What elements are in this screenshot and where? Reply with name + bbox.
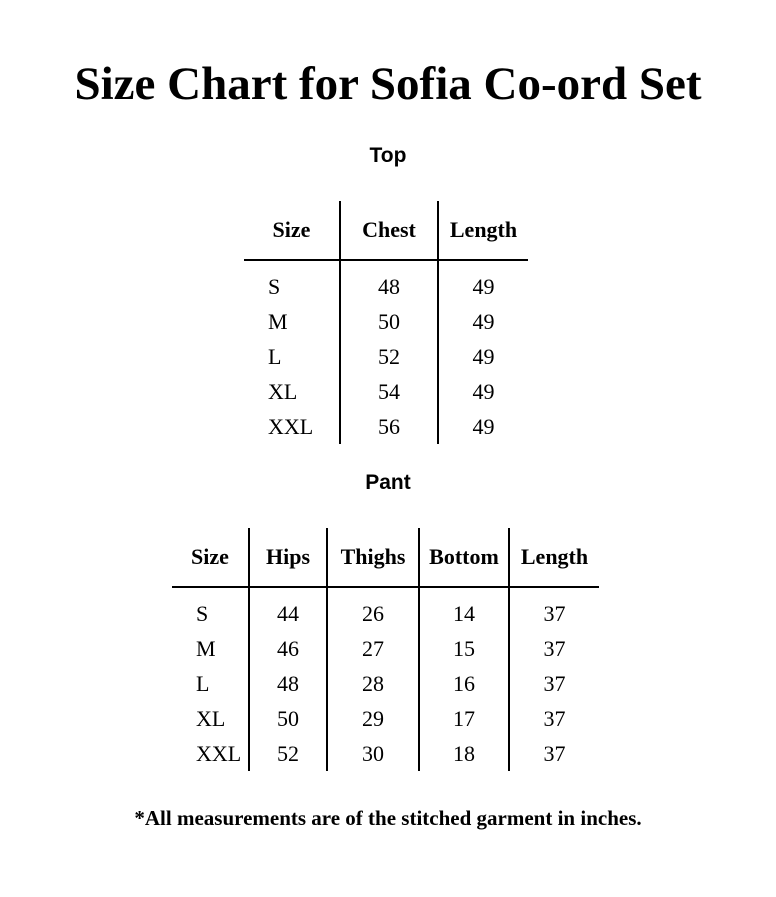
top-section-title: Top (369, 144, 407, 167)
size-cell: XXL (172, 736, 249, 771)
thighs-cell: 29 (327, 701, 419, 736)
chest-cell: 48 (340, 260, 438, 304)
bottom-cell: 16 (419, 666, 509, 701)
length-cell: 49 (472, 378, 495, 404)
hips-cell: 46 (249, 631, 327, 666)
top-header-size: Size (244, 201, 340, 260)
chest-cell: 50 (340, 304, 438, 339)
measurement-footnote: *All measurements are of the stitched garment in inches. (134, 806, 642, 830)
size-cell: L (172, 666, 249, 701)
top-header-length: Length (438, 201, 528, 260)
bottom-cell: 17 (419, 701, 509, 736)
pant-header-thighs: Thighs (327, 528, 419, 587)
table-row (244, 339, 528, 374)
hips-cell: 50 (249, 701, 327, 736)
size-cell: S (172, 587, 249, 631)
thighs-cell: 30 (327, 736, 419, 771)
top-header-chest: Chest (340, 201, 438, 260)
pant-size-table (172, 528, 599, 771)
pant-header-size: Size (172, 528, 249, 587)
length-cell: 49 (472, 308, 495, 334)
pant-header-hips: Hips (249, 528, 327, 587)
hips-cell: 52 (249, 736, 327, 771)
chest-cell: 54 (340, 374, 438, 409)
bottom-cell: 18 (419, 736, 509, 771)
length-cell: 37 (543, 740, 566, 766)
table-row (172, 587, 599, 631)
size-cell: XL (244, 374, 340, 409)
thighs-cell: 27 (327, 631, 419, 666)
bottom-cell: 15 (419, 631, 509, 666)
chest-cell: 52 (340, 339, 438, 374)
table-row (172, 701, 599, 736)
top-size-table (244, 201, 528, 444)
length-cell: 49 (472, 413, 495, 439)
table-row (244, 304, 528, 339)
table-row (172, 736, 599, 771)
hips-cell: 48 (249, 666, 327, 701)
pant-header-length: Length (509, 528, 599, 587)
chest-cell: 56 (340, 409, 438, 444)
pant-section-title: Pant (365, 471, 411, 494)
length-cell: 37 (543, 705, 566, 731)
table-row (244, 260, 528, 304)
table-row (172, 666, 599, 701)
pant-header-row (172, 528, 599, 587)
size-cell: M (172, 631, 249, 666)
length-cell: 37 (543, 600, 566, 626)
table-row (244, 409, 528, 444)
size-cell: XL (172, 701, 249, 736)
size-cell: XXL (244, 409, 340, 444)
table-row (244, 374, 528, 409)
thighs-cell: 28 (327, 666, 419, 701)
size-cell: L (244, 339, 340, 374)
bottom-cell: 14 (419, 587, 509, 631)
length-cell: 49 (472, 343, 495, 369)
length-cell: 37 (543, 635, 566, 661)
page-title: Size Chart for Sofia Co-ord Set (74, 58, 702, 110)
top-header-row (244, 201, 528, 260)
pant-header-bottom: Bottom (419, 528, 509, 587)
hips-cell: 44 (249, 587, 327, 631)
thighs-cell: 26 (327, 587, 419, 631)
length-cell: 37 (543, 670, 566, 696)
size-cell: S (244, 260, 340, 304)
length-cell: 49 (472, 273, 495, 299)
table-row (172, 631, 599, 666)
size-cell: M (244, 304, 340, 339)
